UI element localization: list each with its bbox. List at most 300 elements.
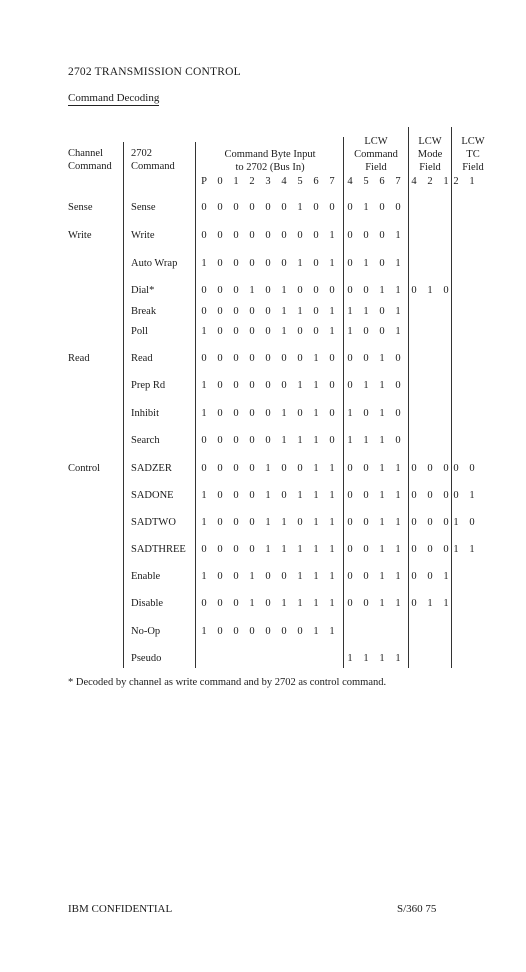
lcw-command-bit: 1 — [363, 380, 369, 391]
byte-bit: 1 — [201, 380, 207, 391]
byte-bit: 1 — [313, 380, 319, 391]
lcw-command-bit: 0 — [363, 463, 369, 474]
lcw-command-bit: 1 — [395, 306, 401, 317]
row-2702-command: No-Op — [131, 626, 161, 637]
byte-bit: 1 — [313, 463, 319, 474]
byte-bit: 0 — [265, 326, 271, 337]
lcw-mode-bit: 0 — [427, 490, 433, 501]
byte-bit: 0 — [233, 258, 239, 269]
byte-bit: 0 — [313, 258, 319, 269]
lcw-command-bit: 1 — [347, 435, 353, 446]
lcw-mode-bit: 0 — [411, 544, 417, 555]
byte-bit: 0 — [249, 306, 255, 317]
byte-bit: 1 — [201, 326, 207, 337]
byte-bit: 0 — [233, 571, 239, 582]
lcw-mode-bit: 0 — [443, 285, 449, 296]
byte-bit: 1 — [281, 517, 287, 528]
byte-bit: 1 — [313, 517, 319, 528]
byte-bit: 0 — [201, 435, 207, 446]
lcw-mode-bit: 1 — [427, 598, 433, 609]
byte-bit: 1 — [281, 326, 287, 337]
row-2702-command: SADTHREE — [131, 544, 186, 555]
lcw-mode-bit: 0 — [427, 463, 433, 474]
lcw-command-bit: 0 — [347, 353, 353, 364]
lcw-command-bit: 1 — [395, 598, 401, 609]
lcw-mode-bit: 0 — [427, 517, 433, 528]
byte-bit: 0 — [265, 435, 271, 446]
lcw-command-bit: 0 — [363, 353, 369, 364]
byte-bit: 1 — [201, 490, 207, 501]
byte-bit: 0 — [281, 258, 287, 269]
bit-header: 7 — [395, 176, 401, 187]
lcw-command-bit: 0 — [395, 435, 401, 446]
byte-bit: 0 — [297, 326, 303, 337]
lcw-mode-bit: 0 — [411, 571, 417, 582]
lcw-command-bit: 1 — [379, 463, 385, 474]
lcw-command-bit: 1 — [379, 490, 385, 501]
byte-bit: 0 — [329, 435, 335, 446]
row-2702-command: Dial* — [131, 285, 155, 296]
byte-bit: 0 — [281, 353, 287, 364]
lcw-command-bit: 0 — [395, 408, 401, 419]
byte-bit: 0 — [201, 463, 207, 474]
byte-bit: 0 — [217, 326, 223, 337]
byte-bit: 0 — [233, 380, 239, 391]
lcw-command-bit: 0 — [395, 353, 401, 364]
page-title: 2702 TRANSMISSION CONTROL — [68, 66, 241, 78]
byte-bit: 0 — [233, 435, 239, 446]
byte-bit: 1 — [297, 258, 303, 269]
lcw-mode-bit: 0 — [411, 463, 417, 474]
lcw-command-bit: 1 — [379, 408, 385, 419]
lcw-mode-bit: 1 — [427, 285, 433, 296]
lcw-command-bit: 1 — [395, 653, 401, 664]
header-2702-command: Command — [131, 161, 175, 172]
row-2702-command: Write — [131, 230, 155, 241]
bit-header: 5 — [297, 176, 303, 187]
byte-bit: 0 — [249, 326, 255, 337]
row-2702-command: SADZER — [131, 463, 172, 474]
byte-bit: 0 — [249, 408, 255, 419]
byte-bit: 1 — [297, 380, 303, 391]
byte-bit: 0 — [313, 230, 319, 241]
lcw-command-bit: 1 — [395, 258, 401, 269]
lcw-mode-bit: 0 — [443, 544, 449, 555]
lcw-command-bit: 0 — [379, 258, 385, 269]
byte-bit: 0 — [313, 306, 319, 317]
lcw-tc-bit: 1 — [469, 490, 475, 501]
lcw-command-bit: 0 — [363, 326, 369, 337]
lcw-command-bit: 1 — [379, 517, 385, 528]
byte-bit: 0 — [217, 306, 223, 317]
lcw-command-bit: 0 — [347, 230, 353, 241]
lcw-mode-bit: 0 — [443, 490, 449, 501]
lcw-command-bit: 1 — [395, 326, 401, 337]
byte-bit: 1 — [265, 544, 271, 555]
byte-bit: 1 — [313, 626, 319, 637]
byte-bit: 0 — [201, 202, 207, 213]
bit-header: 2 — [427, 176, 433, 187]
byte-bit: 0 — [233, 463, 239, 474]
lcw-tc-bit: 0 — [469, 463, 475, 474]
byte-bit: 1 — [329, 598, 335, 609]
byte-bit: 1 — [313, 571, 319, 582]
header-2702-command: 2702 — [131, 148, 152, 159]
byte-bit: 0 — [281, 230, 287, 241]
byte-bit: 0 — [233, 285, 239, 296]
row-2702-command: Break — [131, 306, 157, 317]
byte-bit: 0 — [233, 353, 239, 364]
lcw-command-bit: 1 — [395, 571, 401, 582]
header-lcw-mode-field: Mode — [417, 149, 443, 160]
header-lcw-tc-field: LCW — [461, 136, 485, 147]
byte-bit: 0 — [201, 230, 207, 241]
byte-bit: 1 — [329, 326, 335, 337]
byte-bit: 0 — [249, 230, 255, 241]
row-2702-command: Sense — [131, 202, 156, 213]
lcw-mode-bit: 0 — [411, 598, 417, 609]
byte-bit: 0 — [217, 202, 223, 213]
byte-bit: 0 — [217, 408, 223, 419]
lcw-command-bit: 1 — [379, 380, 385, 391]
row-2702-command: Read — [131, 353, 153, 364]
lcw-mode-bit: 0 — [427, 544, 433, 555]
column-rule — [451, 127, 452, 668]
lcw-tc-bit: 0 — [453, 463, 459, 474]
byte-bit: 0 — [201, 544, 207, 555]
byte-bit: 0 — [265, 626, 271, 637]
lcw-tc-bit: 1 — [453, 517, 459, 528]
byte-bit: 0 — [297, 353, 303, 364]
lcw-command-bit: 0 — [379, 326, 385, 337]
byte-bit: 1 — [297, 571, 303, 582]
lcw-tc-bit: 1 — [453, 544, 459, 555]
lcw-tc-bit: 0 — [453, 490, 459, 501]
lcw-command-bit: 1 — [363, 653, 369, 664]
byte-bit: 0 — [297, 408, 303, 419]
bit-header: 1 — [469, 176, 475, 187]
byte-bit: 1 — [313, 435, 319, 446]
byte-bit: 1 — [201, 626, 207, 637]
row-2702-command: Inhibit — [131, 408, 159, 419]
bit-header: 4 — [411, 176, 417, 187]
lcw-command-bit: 1 — [347, 653, 353, 664]
bit-header: 5 — [363, 176, 369, 187]
byte-bit: 0 — [217, 285, 223, 296]
byte-bit: 1 — [313, 490, 319, 501]
row-2702-command: Enable — [131, 571, 161, 582]
bit-header: 4 — [281, 176, 287, 187]
bit-header: 6 — [313, 176, 319, 187]
byte-bit: 0 — [217, 230, 223, 241]
byte-bit: 0 — [217, 598, 223, 609]
lcw-command-bit: 1 — [395, 285, 401, 296]
byte-bit: 0 — [297, 517, 303, 528]
byte-bit: 0 — [297, 626, 303, 637]
byte-bit: 1 — [297, 435, 303, 446]
byte-bit: 1 — [281, 544, 287, 555]
lcw-command-bit: 1 — [363, 306, 369, 317]
lcw-command-bit: 1 — [395, 544, 401, 555]
lcw-command-bit: 0 — [347, 202, 353, 213]
lcw-mode-bit: 1 — [443, 598, 449, 609]
lcw-command-bit: 0 — [347, 517, 353, 528]
byte-bit: 0 — [249, 380, 255, 391]
lcw-command-bit: 1 — [347, 326, 353, 337]
lcw-mode-bit: 0 — [443, 517, 449, 528]
lcw-command-bit: 0 — [347, 490, 353, 501]
byte-bit: 0 — [233, 490, 239, 501]
byte-bit: 0 — [217, 435, 223, 446]
header-lcw-command-field: Command — [354, 149, 398, 160]
footnote: * Decoded by channel as write command and by 2702 as control command. — [68, 677, 387, 688]
byte-bit: 1 — [313, 544, 319, 555]
row-2702-command: SADTWO — [131, 517, 176, 528]
column-rule — [343, 137, 344, 668]
lcw-command-bit: 1 — [395, 517, 401, 528]
byte-bit: 1 — [329, 626, 335, 637]
column-rule — [123, 142, 124, 668]
byte-bit: 0 — [201, 598, 207, 609]
byte-bit: 0 — [265, 230, 271, 241]
row-2702-command: SADONE — [131, 490, 174, 501]
lcw-command-bit: 1 — [363, 435, 369, 446]
byte-bit: 0 — [265, 285, 271, 296]
bit-header: 1 — [233, 176, 239, 187]
bit-header: 3 — [265, 176, 271, 187]
byte-bit: 0 — [329, 380, 335, 391]
header-lcw-mode-field: Field — [419, 162, 441, 173]
footer-page-number: S/360 75 — [397, 903, 437, 915]
byte-bit: 0 — [313, 326, 319, 337]
header-lcw-tc-field: Field — [462, 162, 484, 173]
byte-bit: 1 — [313, 408, 319, 419]
byte-bit: 0 — [329, 285, 335, 296]
byte-bit: 0 — [249, 544, 255, 555]
lcw-command-bit: 1 — [379, 353, 385, 364]
byte-bit: 0 — [265, 202, 271, 213]
header-lcw-command-field: Field — [365, 162, 387, 173]
lcw-command-bit: 0 — [347, 380, 353, 391]
lcw-command-bit: 1 — [379, 571, 385, 582]
byte-bit: 0 — [265, 380, 271, 391]
lcw-mode-bit: 0 — [411, 517, 417, 528]
byte-bit: 1 — [297, 202, 303, 213]
lcw-command-bit: 1 — [347, 306, 353, 317]
column-rule — [408, 127, 409, 668]
header-channel-command: Command — [68, 161, 112, 172]
lcw-command-bit: 0 — [395, 202, 401, 213]
byte-bit: 0 — [297, 230, 303, 241]
header-lcw-tc-field: TC — [466, 149, 480, 160]
byte-bit: 1 — [313, 353, 319, 364]
section-heading: Command Decoding — [68, 92, 160, 104]
byte-bit: 0 — [217, 571, 223, 582]
row-channel-command: Control — [68, 463, 101, 474]
byte-bit: 0 — [217, 258, 223, 269]
lcw-command-bit: 0 — [363, 408, 369, 419]
byte-bit: 1 — [281, 306, 287, 317]
footer-confidential: IBM CONFIDENTIAL — [68, 903, 173, 915]
bit-header: 2 — [453, 176, 459, 187]
lcw-command-bit: 0 — [363, 544, 369, 555]
lcw-command-bit: 0 — [379, 202, 385, 213]
byte-bit: 0 — [201, 353, 207, 364]
byte-bit: 1 — [329, 230, 335, 241]
byte-bit: 1 — [265, 490, 271, 501]
byte-bit: 0 — [233, 544, 239, 555]
column-rule — [195, 142, 196, 668]
byte-bit: 0 — [265, 353, 271, 364]
byte-bit: 1 — [329, 258, 335, 269]
lcw-command-bit: 1 — [379, 435, 385, 446]
byte-bit: 0 — [233, 408, 239, 419]
byte-bit: 0 — [217, 463, 223, 474]
row-2702-command: Disable — [131, 598, 164, 609]
lcw-command-bit: 1 — [395, 463, 401, 474]
byte-bit: 1 — [249, 285, 255, 296]
lcw-command-bit: 0 — [363, 571, 369, 582]
bit-header: 1 — [443, 176, 449, 187]
byte-bit: 0 — [217, 490, 223, 501]
byte-bit: 1 — [313, 598, 319, 609]
byte-bit: 0 — [249, 202, 255, 213]
lcw-command-bit: 0 — [347, 285, 353, 296]
bit-header: 6 — [379, 176, 385, 187]
byte-bit: 0 — [265, 306, 271, 317]
row-2702-command: Prep Rd — [131, 380, 166, 391]
byte-bit: 0 — [297, 463, 303, 474]
lcw-command-bit: 0 — [363, 230, 369, 241]
byte-bit: 1 — [201, 408, 207, 419]
row-channel-command: Write — [68, 230, 92, 241]
byte-bit: 0 — [233, 626, 239, 637]
row-2702-command: Auto Wrap — [131, 258, 178, 269]
byte-bit: 0 — [249, 626, 255, 637]
header-command-byte: Command Byte Input — [224, 149, 316, 160]
byte-bit: 0 — [249, 517, 255, 528]
header-channel-command: Channel — [68, 148, 103, 159]
byte-bit: 0 — [233, 202, 239, 213]
header-lcw-mode-field: LCW — [418, 136, 442, 147]
byte-bit: 0 — [265, 408, 271, 419]
bit-header: 0 — [217, 176, 223, 187]
lcw-command-bit: 0 — [379, 306, 385, 317]
byte-bit: 1 — [297, 598, 303, 609]
byte-bit: 1 — [329, 571, 335, 582]
row-2702-command: Poll — [131, 326, 148, 337]
byte-bit: 0 — [329, 202, 335, 213]
byte-bit: 0 — [249, 490, 255, 501]
byte-bit: 1 — [329, 544, 335, 555]
row-channel-command: Read — [68, 353, 90, 364]
byte-bit: 0 — [233, 326, 239, 337]
byte-bit: 0 — [281, 626, 287, 637]
lcw-command-bit: 0 — [363, 285, 369, 296]
byte-bit: 0 — [265, 258, 271, 269]
byte-bit: 1 — [281, 408, 287, 419]
lcw-command-bit: 0 — [347, 258, 353, 269]
row-channel-command: Sense — [68, 202, 93, 213]
byte-bit: 0 — [233, 598, 239, 609]
byte-bit: 1 — [265, 463, 271, 474]
bit-header: P — [201, 176, 207, 187]
byte-bit: 1 — [281, 598, 287, 609]
byte-bit: 0 — [265, 571, 271, 582]
byte-bit: 1 — [249, 598, 255, 609]
lcw-command-bit: 0 — [363, 490, 369, 501]
lcw-mode-bit: 0 — [411, 490, 417, 501]
lcw-command-bit: 0 — [395, 380, 401, 391]
bit-header: 7 — [329, 176, 335, 187]
lcw-command-bit: 0 — [379, 230, 385, 241]
byte-bit: 1 — [201, 258, 207, 269]
row-2702-command: Search — [131, 435, 160, 446]
row-2702-command: Pseudo — [131, 653, 162, 664]
lcw-command-bit: 1 — [363, 202, 369, 213]
byte-bit: 1 — [201, 571, 207, 582]
byte-bit: 1 — [329, 306, 335, 317]
byte-bit: 0 — [217, 544, 223, 555]
lcw-command-bit: 0 — [347, 463, 353, 474]
byte-bit: 0 — [329, 353, 335, 364]
byte-bit: 0 — [281, 463, 287, 474]
byte-bit: 1 — [265, 517, 271, 528]
byte-bit: 1 — [329, 463, 335, 474]
header-command-byte: to 2702 (Bus In) — [235, 162, 305, 173]
lcw-command-bit: 1 — [363, 258, 369, 269]
byte-bit: 1 — [329, 490, 335, 501]
lcw-command-bit: 0 — [347, 571, 353, 582]
byte-bit: 0 — [233, 306, 239, 317]
byte-bit: 1 — [281, 285, 287, 296]
byte-bit: 0 — [313, 202, 319, 213]
byte-bit: 0 — [217, 353, 223, 364]
byte-bit: 0 — [233, 517, 239, 528]
byte-bit: 0 — [217, 380, 223, 391]
byte-bit: 1 — [249, 571, 255, 582]
lcw-command-bit: 1 — [395, 490, 401, 501]
byte-bit: 0 — [281, 490, 287, 501]
lcw-mode-bit: 0 — [427, 571, 433, 582]
byte-bit: 0 — [249, 353, 255, 364]
byte-bit: 1 — [297, 490, 303, 501]
lcw-command-bit: 1 — [379, 285, 385, 296]
byte-bit: 1 — [201, 517, 207, 528]
byte-bit: 1 — [329, 517, 335, 528]
byte-bit: 0 — [281, 571, 287, 582]
byte-bit: 0 — [265, 598, 271, 609]
lcw-command-bit: 1 — [395, 230, 401, 241]
header-lcw-command-field: LCW — [364, 136, 388, 147]
lcw-command-bit: 1 — [347, 408, 353, 419]
lcw-mode-bit: 0 — [443, 463, 449, 474]
byte-bit: 0 — [249, 435, 255, 446]
lcw-tc-bit: 1 — [469, 544, 475, 555]
byte-bit: 0 — [201, 306, 207, 317]
byte-bit: 0 — [281, 202, 287, 213]
bit-header: 2 — [249, 176, 255, 187]
byte-bit: 0 — [313, 285, 319, 296]
lcw-command-bit: 1 — [379, 653, 385, 664]
byte-bit: 1 — [297, 544, 303, 555]
lcw-command-bit: 1 — [379, 544, 385, 555]
byte-bit: 0 — [249, 463, 255, 474]
byte-bit: 0 — [249, 258, 255, 269]
lcw-command-bit: 0 — [347, 544, 353, 555]
byte-bit: 0 — [281, 380, 287, 391]
lcw-mode-bit: 1 — [443, 571, 449, 582]
